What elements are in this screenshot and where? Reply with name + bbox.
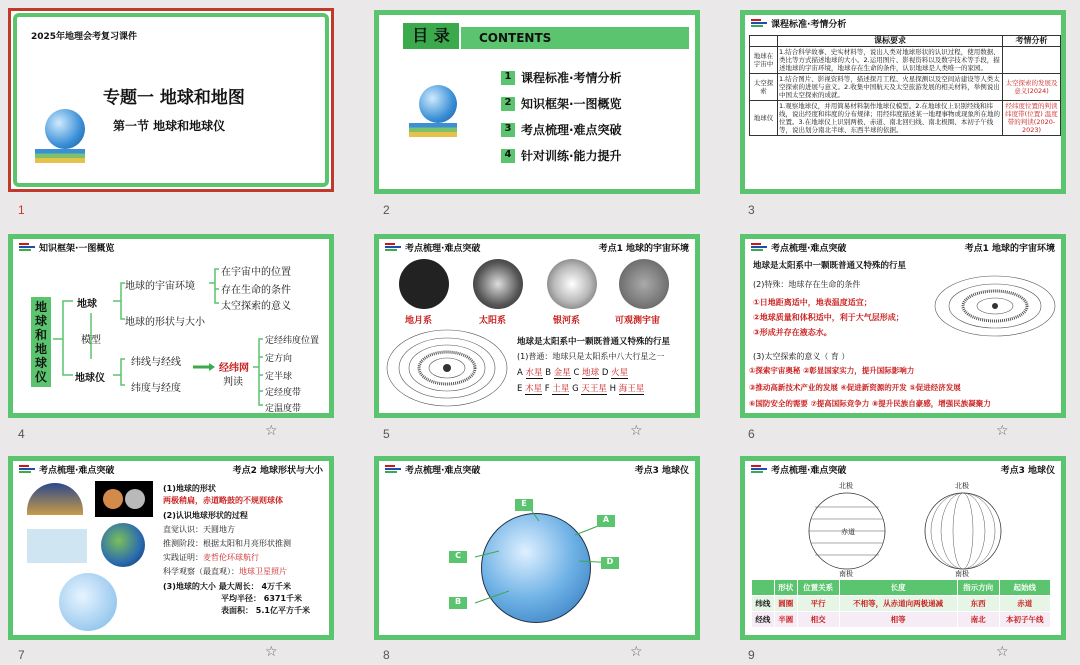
longitude-diagram bbox=[921, 489, 1005, 573]
toc-item[interactable]: 2 知识框架·一图概览 bbox=[501, 95, 622, 112]
north-pole-label: 北极 bbox=[839, 482, 853, 490]
header-logo-icon bbox=[751, 465, 767, 473]
toc-item[interactable]: 1 课程标准·考情分析 bbox=[501, 69, 622, 86]
condition-item: ②地球质量和体积适中，利于大气层形成； bbox=[753, 313, 904, 322]
slide-number: 5 bbox=[383, 427, 390, 441]
slide-thumbnail-7[interactable] bbox=[8, 456, 334, 640]
section-sub: (1)地球的形状 bbox=[163, 484, 216, 493]
slide-header-topic: 考点2 地球形状与大小 bbox=[232, 466, 323, 476]
meaning-item: ⑥国防安全的需要 ⑦提高国际竞争力 ⑧提升民族自豪感，增强民族凝聚力 bbox=[749, 399, 991, 408]
books-icon bbox=[409, 123, 457, 137]
star-icon[interactable]: ☆ bbox=[996, 423, 1009, 439]
slide-header-topic: 考点3 地球仪 bbox=[1000, 466, 1055, 476]
slide-header-topic: 考点3 地球仪 bbox=[634, 466, 689, 476]
star-icon[interactable]: ☆ bbox=[265, 423, 278, 439]
star-icon[interactable]: ☆ bbox=[630, 644, 643, 660]
comparison-table: 形状 位置关系 长度 指示方向 起始线 纬线 圆圈 平行 不相等，从赤道向两极递减 东西 赤道 经线 半圆 相交 相等 南北 本初子午线 bbox=[751, 579, 1051, 628]
slide-thumbnail-5[interactable] bbox=[374, 234, 700, 418]
solar-orbits-diagram bbox=[931, 273, 1059, 339]
toc-item[interactable]: 3 考点梳理·难点突破 bbox=[501, 121, 622, 138]
node-model: 模型 bbox=[81, 335, 101, 346]
node-leaf: 存在生命的条件 bbox=[221, 285, 291, 296]
star-icon[interactable]: ☆ bbox=[265, 644, 278, 660]
mindmap-root: 地球和地球仪 bbox=[31, 297, 51, 387]
toc-contents: CONTENTS bbox=[461, 27, 689, 49]
slide-thumbnail-9[interactable] bbox=[740, 456, 1066, 640]
slide-number: 4 bbox=[18, 427, 25, 441]
standards-table: 课标要求 考情分析 地球在宇宙中 1.结合科学故事、史实材料等，说出人类对地球形状的认识过程，使用数据、类比等方式描述地球的大小。2.运用图片、影视资料以及数字技术等手段，描述地球的宇宙环境，地球存在生命的条件，认识地球是人类唯一的家园。 太空探索 1.结合图片、影视资料等，描述探月工程、火星探测以及空间站建设等人类太空探索的进展与意义。2.收集中国航天及太空旅游发展的相关材料，举例说出中国太空探索的成就。 太空探索的发展及意义(2024) 地球仪 1.观察地球仪，并用简易材料制作地球仪模型。2.在地球仪上识别经线和纬线，说出经度和纬度的分布规律；用经纬度描述某一地理事物或现象所在地的位置。3.在地球仪上识别两极、赤道、南北回归线、南北极圈、本初子午线等，说出划分南北半球、东西半球的依据。 经纬度位置的判读 纬度带(位置) 温度带的判读(2020-2023) bbox=[749, 35, 1061, 136]
slide-thumbnail-8[interactable] bbox=[374, 456, 700, 640]
step-item: 直觉认识：天圆地方 bbox=[163, 525, 235, 534]
slide-thumbnail-3[interactable] bbox=[740, 10, 1066, 194]
label-lines bbox=[379, 461, 695, 635]
section-sub: (2)特殊：地球存在生命的条件 bbox=[753, 280, 861, 289]
slide-number: 8 bbox=[383, 648, 390, 662]
slide-number: 6 bbox=[748, 427, 755, 441]
condition-item: ①日地距离适中，地表温度适宜； bbox=[753, 298, 872, 307]
label-box-d: D bbox=[601, 557, 619, 569]
slide-number: 7 bbox=[18, 648, 25, 662]
map-image bbox=[27, 529, 87, 563]
sun-moon-image bbox=[95, 481, 153, 517]
south-pole-label: 南极 bbox=[839, 570, 853, 578]
header-logo-icon bbox=[751, 243, 767, 251]
label-box-b: B bbox=[449, 597, 467, 609]
toc-title: 目 录 bbox=[403, 23, 459, 49]
node-degrees: 纬度与经度 bbox=[131, 383, 181, 394]
earth-size-diagram bbox=[59, 573, 117, 631]
node-leaf: 定经纬度位置 bbox=[265, 336, 320, 346]
north-pole-label: 北极 bbox=[955, 482, 969, 490]
node-shape-size: 地球的形状与大小 bbox=[125, 317, 205, 328]
node-leaf: 太空探索的意义 bbox=[221, 301, 291, 312]
milky-way-image bbox=[547, 259, 597, 309]
header-logo-icon bbox=[385, 243, 401, 251]
topic-title: 专题一 地球和地图 bbox=[103, 88, 245, 108]
node-earth: 地球 bbox=[77, 299, 97, 310]
label-box-a: A bbox=[597, 515, 615, 527]
size-item: 表面积： 5.1亿平方千米 bbox=[221, 606, 310, 615]
condition-item: ③形成并存在液态水。 bbox=[753, 328, 832, 337]
node-leaf: 定方向 bbox=[265, 354, 293, 364]
globe-icon bbox=[419, 85, 457, 123]
south-pole-label: 南极 bbox=[955, 570, 969, 578]
step-item: 科学观察（最直观）：地球卫星照片 bbox=[163, 567, 287, 576]
toc-list bbox=[501, 69, 622, 164]
satellite-earth-image bbox=[101, 523, 145, 567]
node-leaf: 定温度带 bbox=[265, 404, 302, 414]
node-cosmic-env: 地球的宇宙环境 bbox=[125, 281, 195, 292]
equator-label: 赤道 bbox=[841, 528, 855, 536]
section-sub: (3)太空探索的意义（ 育 ） bbox=[753, 352, 850, 361]
books-icon bbox=[35, 149, 85, 163]
slide-header: 考点梳理·难点突破 bbox=[771, 466, 847, 476]
header-logo-icon bbox=[751, 19, 767, 27]
globe-icon bbox=[45, 109, 85, 149]
node-leaf: 在宇宙中的位置 bbox=[221, 267, 291, 278]
star-icon[interactable]: ☆ bbox=[630, 423, 643, 439]
slide-header-topic: 考点1 地球的宇宙环境 bbox=[598, 244, 689, 254]
node-lines: 纬线与经线 bbox=[131, 357, 181, 368]
slide-thumbnail-6[interactable] bbox=[740, 234, 1066, 418]
node-leaf: 定半球 bbox=[265, 372, 293, 382]
node-read: 判读 bbox=[223, 377, 243, 388]
pic-caption: 地月系 bbox=[405, 316, 433, 326]
earth-moon-image bbox=[399, 259, 449, 309]
label-box-c: C bbox=[449, 551, 467, 563]
planet-list: A 水星 B 金星 C 地球 D 火星 E 木星 F 土星 G 天王星 H 海王星 bbox=[517, 368, 645, 394]
step-item: 实践证明：麦哲伦环球航行 bbox=[163, 553, 259, 562]
slide-thumbnail-4[interactable] bbox=[8, 234, 334, 418]
solar-orbits-diagram bbox=[383, 327, 511, 409]
pic-caption: 可观测宇宙 bbox=[615, 316, 661, 326]
node-grid: 经纬网 bbox=[219, 363, 249, 374]
size-block: (3)地球的大小 最大周长： 4万千米 bbox=[163, 582, 292, 591]
section-heading: 地球是太阳系中一颗既普通又特殊的行星 bbox=[753, 261, 907, 271]
toc-item[interactable]: 4 针对训练·能力提升 bbox=[501, 147, 622, 164]
slide-header: 考点梳理·难点突破 bbox=[405, 244, 481, 254]
slide-header: 课程标准·考情分析 bbox=[771, 20, 847, 30]
solar-system-image bbox=[473, 259, 523, 309]
slide-header: 考点梳理·难点突破 bbox=[39, 466, 115, 476]
step-item: 推测阶段：根据太阳和月亮形状推测 bbox=[163, 539, 291, 548]
section-sub: (2)认识地球形状的过程 bbox=[163, 511, 248, 520]
section-heading: 地球是太阳系中一颗既普通又特殊的行星 bbox=[517, 337, 671, 347]
course-title: 2025年地理会考复习课件 bbox=[31, 32, 138, 42]
slide-header: 知识框架·一图概览 bbox=[39, 244, 115, 254]
slide-number: 2 bbox=[383, 203, 390, 217]
node-leaf: 定经度带 bbox=[265, 388, 302, 398]
label-box-e: E bbox=[515, 499, 533, 511]
section-title: 第一节 地球和地球仪 bbox=[113, 119, 226, 133]
shape-answer: 两极稍扁，赤道略鼓的不规则球体 bbox=[163, 496, 283, 505]
slide-header-topic: 考点1 地球的宇宙环境 bbox=[964, 244, 1055, 254]
size-item: 平均半径： 6371千米 bbox=[221, 594, 303, 603]
universe-image bbox=[619, 259, 669, 309]
slide-number: 9 bbox=[748, 648, 755, 662]
slide-thumbnail-2[interactable] bbox=[374, 10, 700, 194]
pic-caption: 银河系 bbox=[553, 316, 581, 326]
pic-caption: 太阳系 bbox=[479, 316, 507, 326]
sky-dome-image bbox=[27, 483, 83, 515]
slide-number: 1 bbox=[18, 203, 25, 217]
meaning-item: ①探索宇宙奥秘 ②彰显国家实力，提升国际影响力 bbox=[749, 366, 915, 375]
slide-number: 3 bbox=[748, 203, 755, 217]
meaning-item: ③推动高新技术产业的发展 ④促进新资源的开发 ⑤促进经济发展 bbox=[749, 383, 961, 392]
slide-header: 考点梳理·难点突破 bbox=[771, 244, 847, 254]
slide-header: 考点梳理·难点突破 bbox=[405, 466, 481, 476]
header-logo-icon bbox=[19, 465, 35, 473]
section-sub: (1)普通：地球只是太阳系中八大行星之一 bbox=[517, 352, 665, 361]
node-globe: 地球仪 bbox=[75, 373, 105, 384]
slide-thumbnail-1[interactable] bbox=[8, 8, 334, 192]
star-icon[interactable]: ☆ bbox=[996, 644, 1009, 660]
